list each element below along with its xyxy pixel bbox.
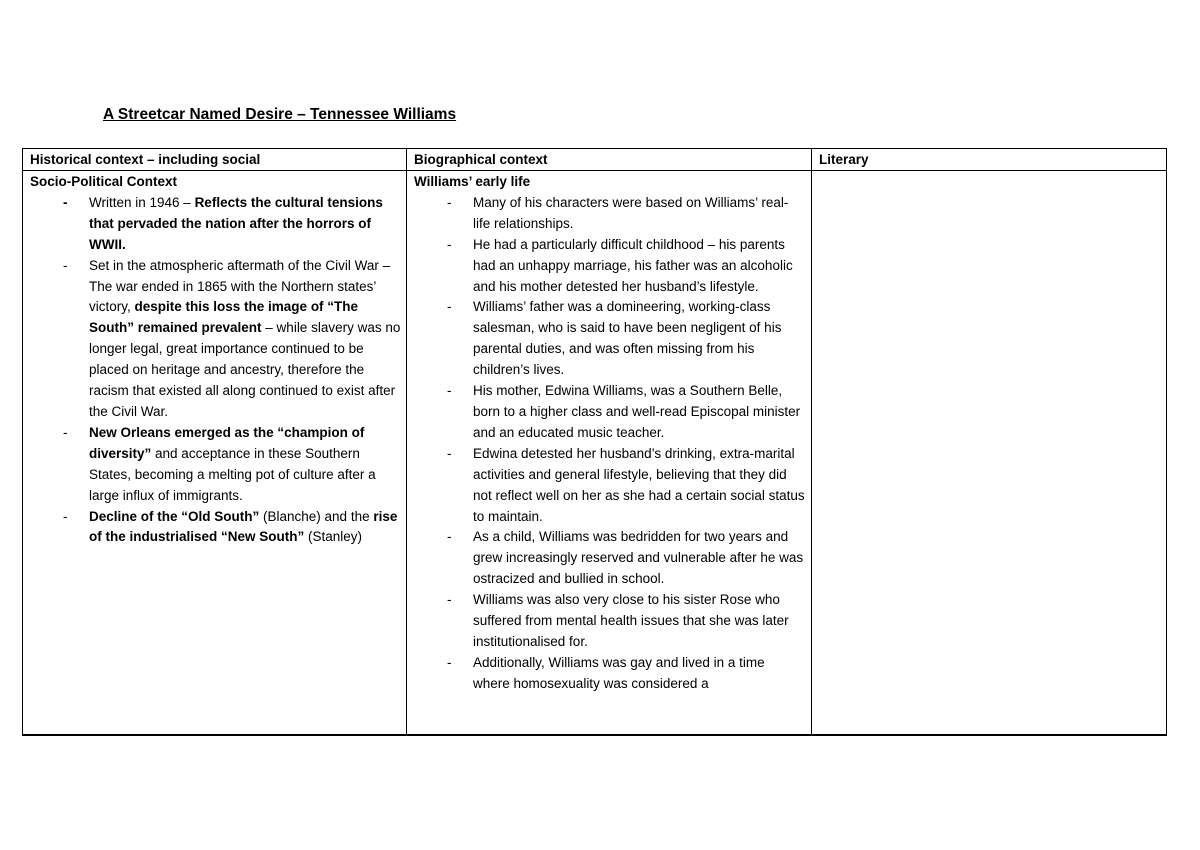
header-literary: Literary [819,152,869,167]
dash-bullet: - [447,299,452,315]
list-item: - Decline of the “Old South” (Blanche) and the rise of the industrialised “New South” (Stanley) [63,508,398,545]
dash-bullet: - [447,194,452,210]
header-historical: Historical context – including social [30,152,261,167]
historical-list [30,193,401,548]
dash-bullet: - [63,194,68,210]
list-item: - Williams was also very close to his sister Rose who suffered from mental health issues that she was later institutionalised for. [447,592,789,649]
context-table [22,148,1167,736]
historical-subheading: Socio-Political Context [30,174,178,189]
biographical-list [414,193,805,695]
header-biographical: Biographical context [414,152,548,167]
biographical-subheading: Williams’ early life [414,174,531,189]
dash-bullet: - [63,508,68,524]
list-item: - Additionally, Williams was gay and lived in a time where homosexuality was considered a [447,654,765,691]
list-item: - Many of his characters were based on Williams’ real-life relationships. [447,194,789,231]
dash-bullet: - [447,383,452,399]
document-title: A Streetcar Named Desire – Tennessee Williams [103,106,457,123]
list-item: - Williams’ father was a domineering, working-class salesman, who is said to have been negligent of his parental duties, and was often missing from his children’s lives. [447,299,782,378]
historical-cell [30,172,401,548]
list-item: - He had a particularly difficult childhood – his parents had an unhappy marriage, his father was an alcoholic and his mother detested her husband’s lifestyle. [447,236,793,294]
dash-bullet: - [63,424,68,440]
biographical-cell [414,172,805,695]
column-divider [811,149,812,734]
list-item: - New Orleans emerged as the “champion of diversity” and acceptance in these Southern States, becoming a melting pot of culture after a large influx of immigrants. [63,424,376,503]
dash-bullet: - [447,592,452,608]
dash-bullet: - [63,257,68,273]
dash-bullet: - [447,529,452,545]
list-item: - Edwina detested her husband’s drinking, extra-marital activities and general lifestyle, believing that they did not reflect well on her as she had a certain social status to maintain. [447,445,805,524]
list-item: - Written in 1946 – Reflects the cultural tensions that pervaded the nation after the horrors of WWII. [63,194,383,252]
dash-bullet: - [447,445,452,461]
dash-bullet: - [447,654,452,670]
header-divider [23,170,1166,171]
dash-bullet: - [447,236,452,252]
list-item: - His mother, Edwina Williams, was a Southern Belle, born to a higher class and well-read Episcopal minister and an educated music teacher. [447,383,801,440]
column-divider [406,149,407,734]
list-item: - As a child, Williams was bedridden for two years and grew increasingly reserved and vulnerable after he was ostracized and bullied in school. [447,529,804,587]
list-item: - Set in the atmospheric aftermath of the Civil War – The war ended in 1865 with the Northern states’ victory, despite this loss the image of “The South” remained prevalent – while slavery was no longer legal, great importance continued to be placed on heritage and ancestry, therefore the racism that existed all along continued to exist after the Civil War. [63,257,401,419]
